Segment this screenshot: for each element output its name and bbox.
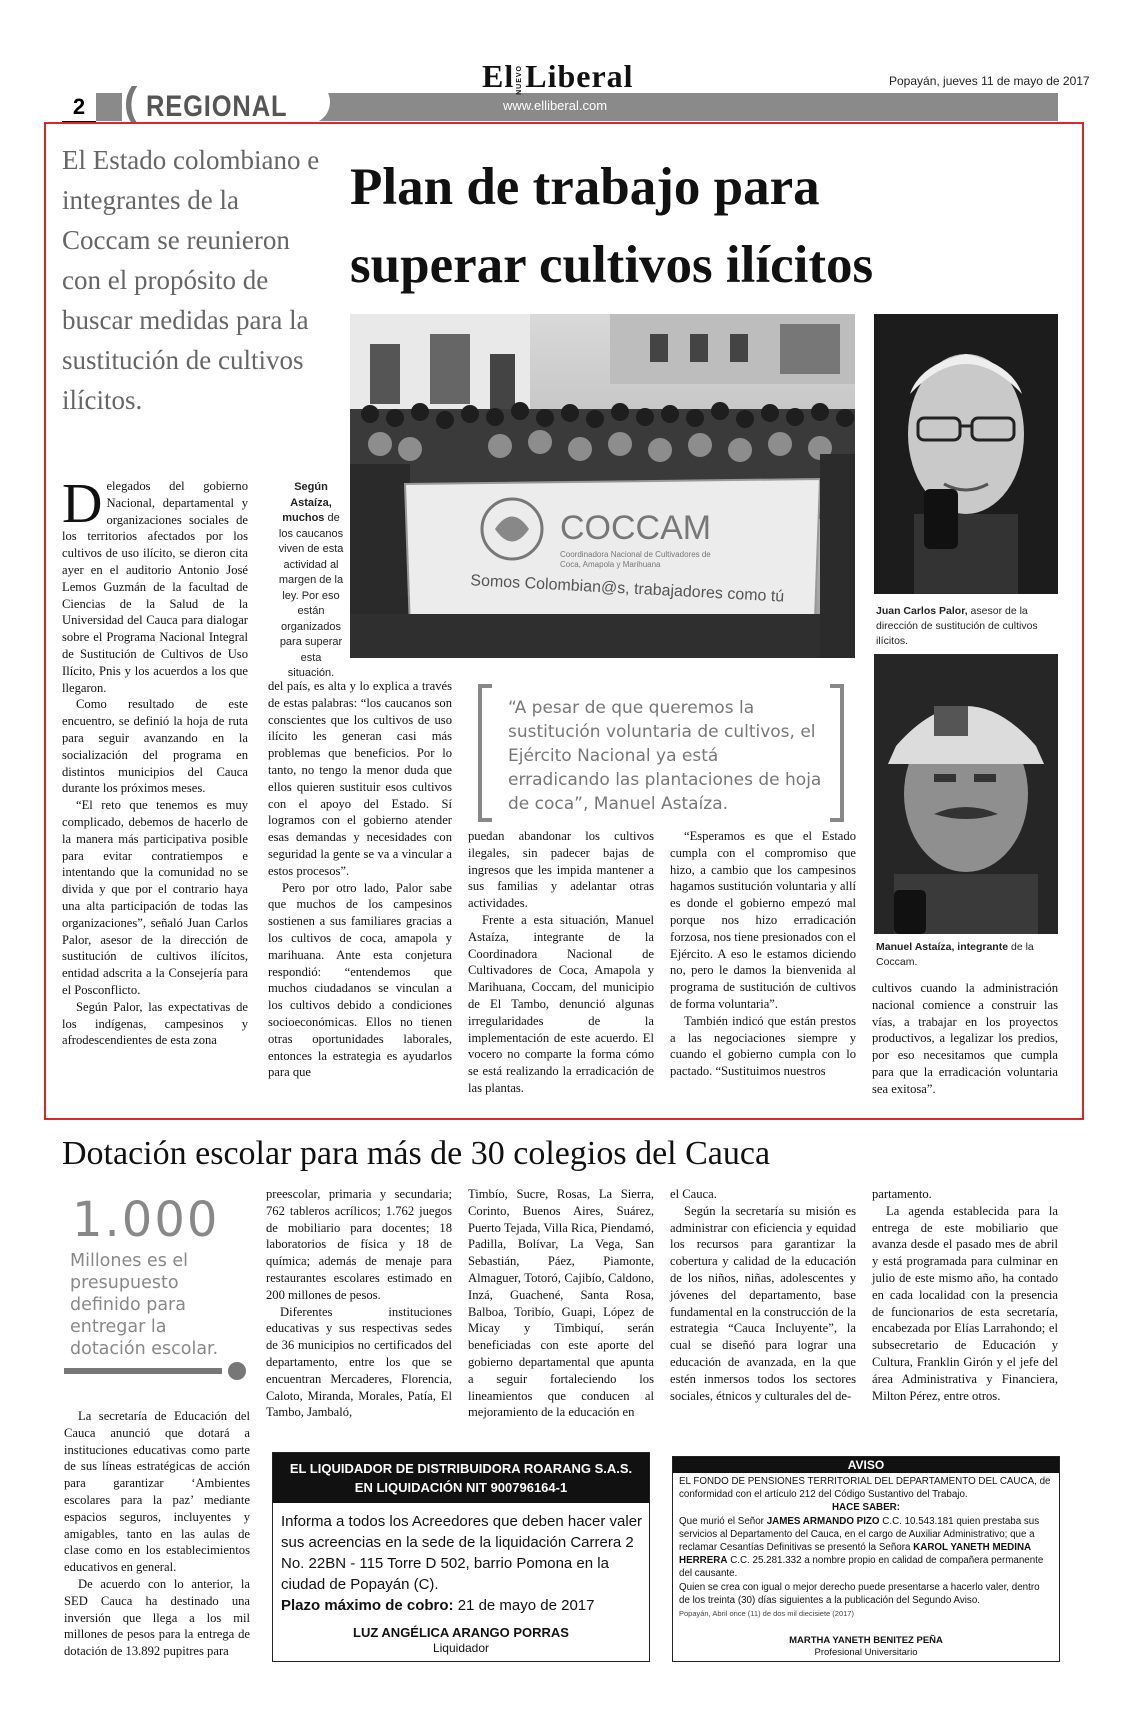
- protest-photo: [350, 314, 855, 658]
- banner-sub2: Coca, Amapola y Marihuana: [560, 560, 661, 569]
- page-number: 2: [62, 93, 96, 123]
- aviso-claimant-name: KAROL YANETH MEDINA HERRERA: [679, 1542, 1031, 1567]
- liquidation-notice: [272, 1452, 650, 1662]
- drop-cap: D: [62, 473, 103, 535]
- article1-column-4: [670, 828, 856, 1080]
- paragraph: cultivos cuando la administración nacional comience a construir las vías, a trabajar en los proyectos productivos, a legalizar los predios, por eso necesitamos que cumpla para que la erradicación voluntaria sea exitosa”.: [872, 981, 1058, 1096]
- paragraph: el Cauca.: [670, 1187, 717, 1201]
- paragraph: puedan abandonar los cultivos ilegales, sin padecer bajas de ingresos que les impida mantener a sus familias y adelantar otras actividades.: [468, 829, 654, 911]
- section-bracket-icon: (: [124, 80, 138, 124]
- caption-astaiza-bold: Manuel Astaíza, integrante: [876, 941, 1009, 953]
- quote-bracket-left-icon: [478, 684, 492, 822]
- big-number-description: Millones es el presupuesto definido para entregar la dotación escolar.: [70, 1251, 219, 1359]
- liquidation-notice-header: [273, 1453, 649, 1503]
- article1-column-5: [872, 980, 1058, 1098]
- caption-main-bold: Según Astaíza, muchos: [282, 481, 332, 524]
- banner-title: COCCAM: [560, 509, 712, 547]
- paragraph: Pero por otro lado, Palor sabe que muchos de los campesinos sostienen a sus familiares gracias a los cultivos de coca, amapola y marihuana. Ante esta conjetura respondió: “entendemos que muchos ciudadanos se vinculan a los cultivos debido a condiciones socioeconómicas. Ellos no tienen otras oportunidades laborales, entonces la estrategia es ayudarlos para que: [268, 880, 452, 1080]
- aviso-date: Popayán, Abril once (11) de dos mil diecisiete (2017): [679, 1609, 854, 1619]
- article1-column-2: [268, 678, 452, 1081]
- pull-quote: [478, 684, 844, 822]
- paragraph: “El reto que tenemos es muy complicado, debemos de hacerlo de la manera más participativa posible para evitar contratiempos e intentando que la comunidad no se divida y que por el contrario haya una alta participación de todas las organizaciones”, señaló Juan Carlos Palor, asesor de la dirección de sustitución de cultivos ilícitos, entidad adscrita a la Consejería para el Posconflicto.: [62, 798, 248, 997]
- caption-palor-bold: Juan Carlos Palor,: [876, 605, 968, 617]
- article2-column-2: [266, 1186, 452, 1421]
- paragraph: También indicó que están prestos a las negociaciones siempre y cuando el gobierno cumpla con lo pactado. “Sustituimos nuestros: [670, 1013, 856, 1079]
- aviso-body: [679, 1475, 1053, 1620]
- aviso-header: AVISO: [673, 1457, 1059, 1473]
- paragraph: preescolar, primaria y secundaria; 762 tableros acrílicos; 1.762 juegos de mobiliario para docentes; 18 laboratorios de física y 18 de química; además de menaje para restaurantes escolares estimado en 200 millones de pesos.: [266, 1187, 452, 1302]
- paragraph: La agenda establecida para la entrega de este mobiliario que avanza desde el pasado mes de abril y está programada para culminar en julio de este mismo año, ha contado en cada localidad con la presencia de funcionarios de esta secretaría, encabezada por Elías Larrahondo; el subsecretario de Educación y Cultura, Franklin Girón y el jefe del área Administrativa y Financiera, Milton Pérez, entre otros.: [872, 1203, 1058, 1403]
- ad1-head-line1: EL LIQUIDADOR DE DISTRIBUIDORA ROARANG S.A.S.: [289, 1461, 633, 1476]
- headline-line-1: Plan de trabajo para: [350, 158, 820, 216]
- ad1-head-line2: EN LIQUIDACIÓN NIT 900796164-1: [354, 1480, 568, 1495]
- article2-headline: Dotación escolar para más de 30 colegios del Cauca: [62, 1135, 771, 1172]
- ad1-signatory: LUZ ANGÉLICA ARANGO PORRAS: [353, 1625, 569, 1640]
- newspaper-logo: [482, 58, 634, 95]
- aviso-signatory: MARTHA YANETH BENITEZ PEÑA: [789, 1635, 943, 1646]
- highlight-dot-icon: [228, 1362, 246, 1380]
- big-number: 1.000: [72, 1192, 220, 1248]
- paragraph: Como resultado de este encuentro, se definió la hoja de ruta para seguir avanzando en la socialización del programa en distintos municipios del Cauca durante los próximos meses.: [62, 697, 248, 796]
- aviso-text: Que murió el Señor: [679, 1515, 764, 1527]
- website-link[interactable]: www.elliberal.com: [503, 98, 608, 113]
- protest-photo-svg: [350, 314, 855, 658]
- dateline: Popayán, jueves 11 de mayo de 2017: [889, 74, 1090, 88]
- palor-portrait-svg: [874, 314, 1058, 594]
- aviso-signatory-role: Profesional Universitario: [814, 1647, 918, 1658]
- paragraph: Timbío, Sucre, Rosas, La Sierra, Corinto, Buenos Aires, Suárez, Puerto Tejada, Villa Rica, Piendamó, Padilla, Bolívar, La Vega, San Sebastián, Páez, Piamonte, Almaguer, Totoró, Cajibío, Caldono, Inzá, Guachené, Santa Rosa, Balboa, Toribío, Guapi, López de Micay y Timbiquí, serán beneficiadas con este aporte del gobierno departamental que apunta a seguir fortaleciendo los lineamientos que conducen al mejoramiento de la educación en: [468, 1187, 654, 1420]
- banner-slogan: Somos Colombian@s, trabajadores como tú: [469, 572, 785, 606]
- banner-sub1: Coordinadora Nacional de Cultivadores de: [560, 550, 711, 559]
- quote-bracket-right-icon: [830, 684, 844, 822]
- aviso-intro: EL FONDO DE PENSIONES TERRITORIAL DEL DEPARTAMENTO DEL CAUCA, de conformidad con el artículo 212 del Código Sustantivo del Trabajo.: [679, 1476, 1051, 1501]
- paragraph: “Esperamos es que el Estado cumpla con el compromiso que hizo, a cambio que los campesinos hagamos sustitución voluntaria y allí es donde el gobierno empezó mal porque nos hizo erradicación forzosa, nos tiene presionados con el Ejército. A eso le estamos diciendo no, pero le damos la bienvenida al programa de sustitución de cultivos de forma voluntaria”.: [670, 829, 856, 1011]
- logo-liberal: Liberal: [525, 58, 634, 94]
- article2-column-4: [670, 1186, 856, 1404]
- paragraph: De acuerdo con lo anterior, la SED Cauca ha destinado una inversión que llega a los mil millones de pesos para la entrega de dotación de 13.892 pupitres para: [64, 1576, 250, 1659]
- section-tab: [122, 80, 330, 124]
- logo-nuevo: NUEVO: [516, 64, 524, 95]
- paragraph: Según Palor, las expectativas de los indígenas, campesinos y afrodescendientes de esta zona: [62, 999, 248, 1048]
- aviso-hace-saber: HACE SABER:: [831, 1502, 901, 1514]
- paragraph: partamento.: [872, 1187, 932, 1201]
- astaiza-portrait-svg: [874, 654, 1058, 934]
- ad1-deadline-label: Plazo máximo de cobro:: [281, 1597, 454, 1614]
- photo-caption-main: [276, 480, 346, 682]
- ad1-body-text: Informa a todos los Acreedores que deben hacer valer sus acreencias en la sede de la liquidación Carrera 2 No. 22BN - 115 Torre D 502, barrio Pomona en la ciudad de Popayán (C).: [281, 1513, 643, 1593]
- pull-quote-text: “A pesar de que queremos la sustitución voluntaria de cultivos, el Ejército Nacional ya está erradicando las plantaciones de hoja de coca”, Manuel Astaíza.: [508, 698, 822, 814]
- paragraph: La secretaría de Educación del Cauca anunció que dotará a instituciones educativas como parte de sus líneas estratégicas de acción para garantizar ‘Ambientes escolares para la paz’ mediante espacios seguros, incluyentes y amigables, tanto en las aulas de clase como en los establecimientos educativos en general.: [64, 1409, 250, 1575]
- article2-column-1: [64, 1408, 250, 1660]
- aviso-deceased-name: JAMES ARMANDO PIZO: [766, 1515, 880, 1527]
- liquidation-notice-body: [281, 1511, 643, 1616]
- section-label: REGIONAL: [146, 90, 288, 123]
- caption-astaiza-text: de la Coccam.: [876, 941, 1034, 968]
- headline-line-2: superar cultivos ilícitos: [350, 236, 874, 294]
- article2-column-5: [872, 1186, 1058, 1404]
- article-lede: El Estado colombiano e integrantes de la Coccam se reunieron con el propósito de buscar medidas para la sustitución de cultivos ilícitos.: [62, 145, 320, 415]
- article2-column-3: [468, 1186, 654, 1421]
- aviso-text: C.C. 25.281.332 a nombre propio en calidad de compañera permanente del causante.: [679, 1555, 1044, 1580]
- logo-el: El: [482, 58, 515, 94]
- article-headline: [350, 148, 1050, 304]
- photo-caption-palor: [876, 604, 1056, 649]
- photo-caption-astaiza: [876, 940, 1056, 970]
- caption-palor-text: asesor de la dirección de sustitución de cultivos ilícitos.: [876, 605, 1038, 647]
- paragraph: Según la secretaría su misión es administrar con eficiencia y equidad los recursos para garantizar la cobertura y calidad de la educación de los niños, niñas, adolescentes y jóvenes del departamento, base fundamental en la construcción de la estrategia “Cauca Incluyente”, la cual se diseñó para lograr una educación de avanzada, en la que estén inmersos todos los sectores sociales, étnicos y culturales del de-: [670, 1203, 856, 1403]
- paragraph: del país, es alta y lo explica a través de estas palabras: “los caucanos son conscientes que los cultivos de uso ilícito les generan casi más problemas que beneficios. Por lo tanto, no tengo la menor duda que ellos quieren sustituir esos cultivos con el apoyo del Estado. Sí logramos con el gobierno atender esas demandas y necesidades con seguridad la gente se va a vincular a estos procesos”.: [268, 679, 452, 878]
- article1-column-1: [62, 473, 248, 1049]
- highlight-rule: [64, 1368, 222, 1374]
- ad1-deadline-value: 21 de mayo de 2017: [457, 1597, 595, 1614]
- aviso-notice: [672, 1456, 1060, 1662]
- aviso-text: C.C. 10.543.181 quien prestaba sus servicios al Departamento del Cauca, en el cargo de Auxiliar Administrativo; que a reclamar Cesantías Definitivas se presentó la Señora: [679, 1515, 1040, 1554]
- article1-column-3: [468, 828, 654, 1097]
- ad1-signatory-role: Liquidador: [432, 1641, 490, 1655]
- paragraph: Frente a esta situación, Manuel Astaíza, integrante de la Coordinadora Nacional de Cultivadores de Coca, Amapola y Marihuana, Coccam, del municipio de El Tambo, denunció algunas irregularidades de la implementación de este acuerdo. El vocero no comparte la forma cómo se está realizando la erradicación de las plantas.: [468, 912, 654, 1095]
- paragraph: elegados del gobierno Nacional, departamental y organizaciones sociales de los territorios afectados por los cultivos de uso ilícito, se dieron cita ayer en el auditorio Antonio José Lemos Guzmán de la facultad de Ciencias de la Salud de la Universidad del Cauca para dialogar sobre el Programa Nacional Integral de Sustitución de Cultivos de Uso Ilícito, Pnis y los acuerdos a los que llegaron.: [62, 479, 248, 695]
- palor-portrait: [874, 314, 1058, 594]
- astaiza-portrait: [874, 654, 1058, 934]
- caption-main-text: de los caucanos viven de esta actividad al margen de la ley. Por eso están organizados para superar esta situación.: [278, 512, 344, 679]
- aviso-paragraph-2: Quien se crea con igual o mejor derecho puede presentarse a hacerlo valer, dentro de los treinta (30) días siguientes a la publicación del Segundo Aviso.: [679, 1581, 1040, 1606]
- aviso-paragraph-1: [679, 1515, 1053, 1581]
- paragraph: Diferentes instituciones educativas y sus respectivas sedes de 36 municipios no certificados del departamento, entre los que se encuentran Mercaderes, Florencia, Caloto, Miranda, Morales, Patía, El Tambo, Jambaló,: [266, 1304, 452, 1420]
